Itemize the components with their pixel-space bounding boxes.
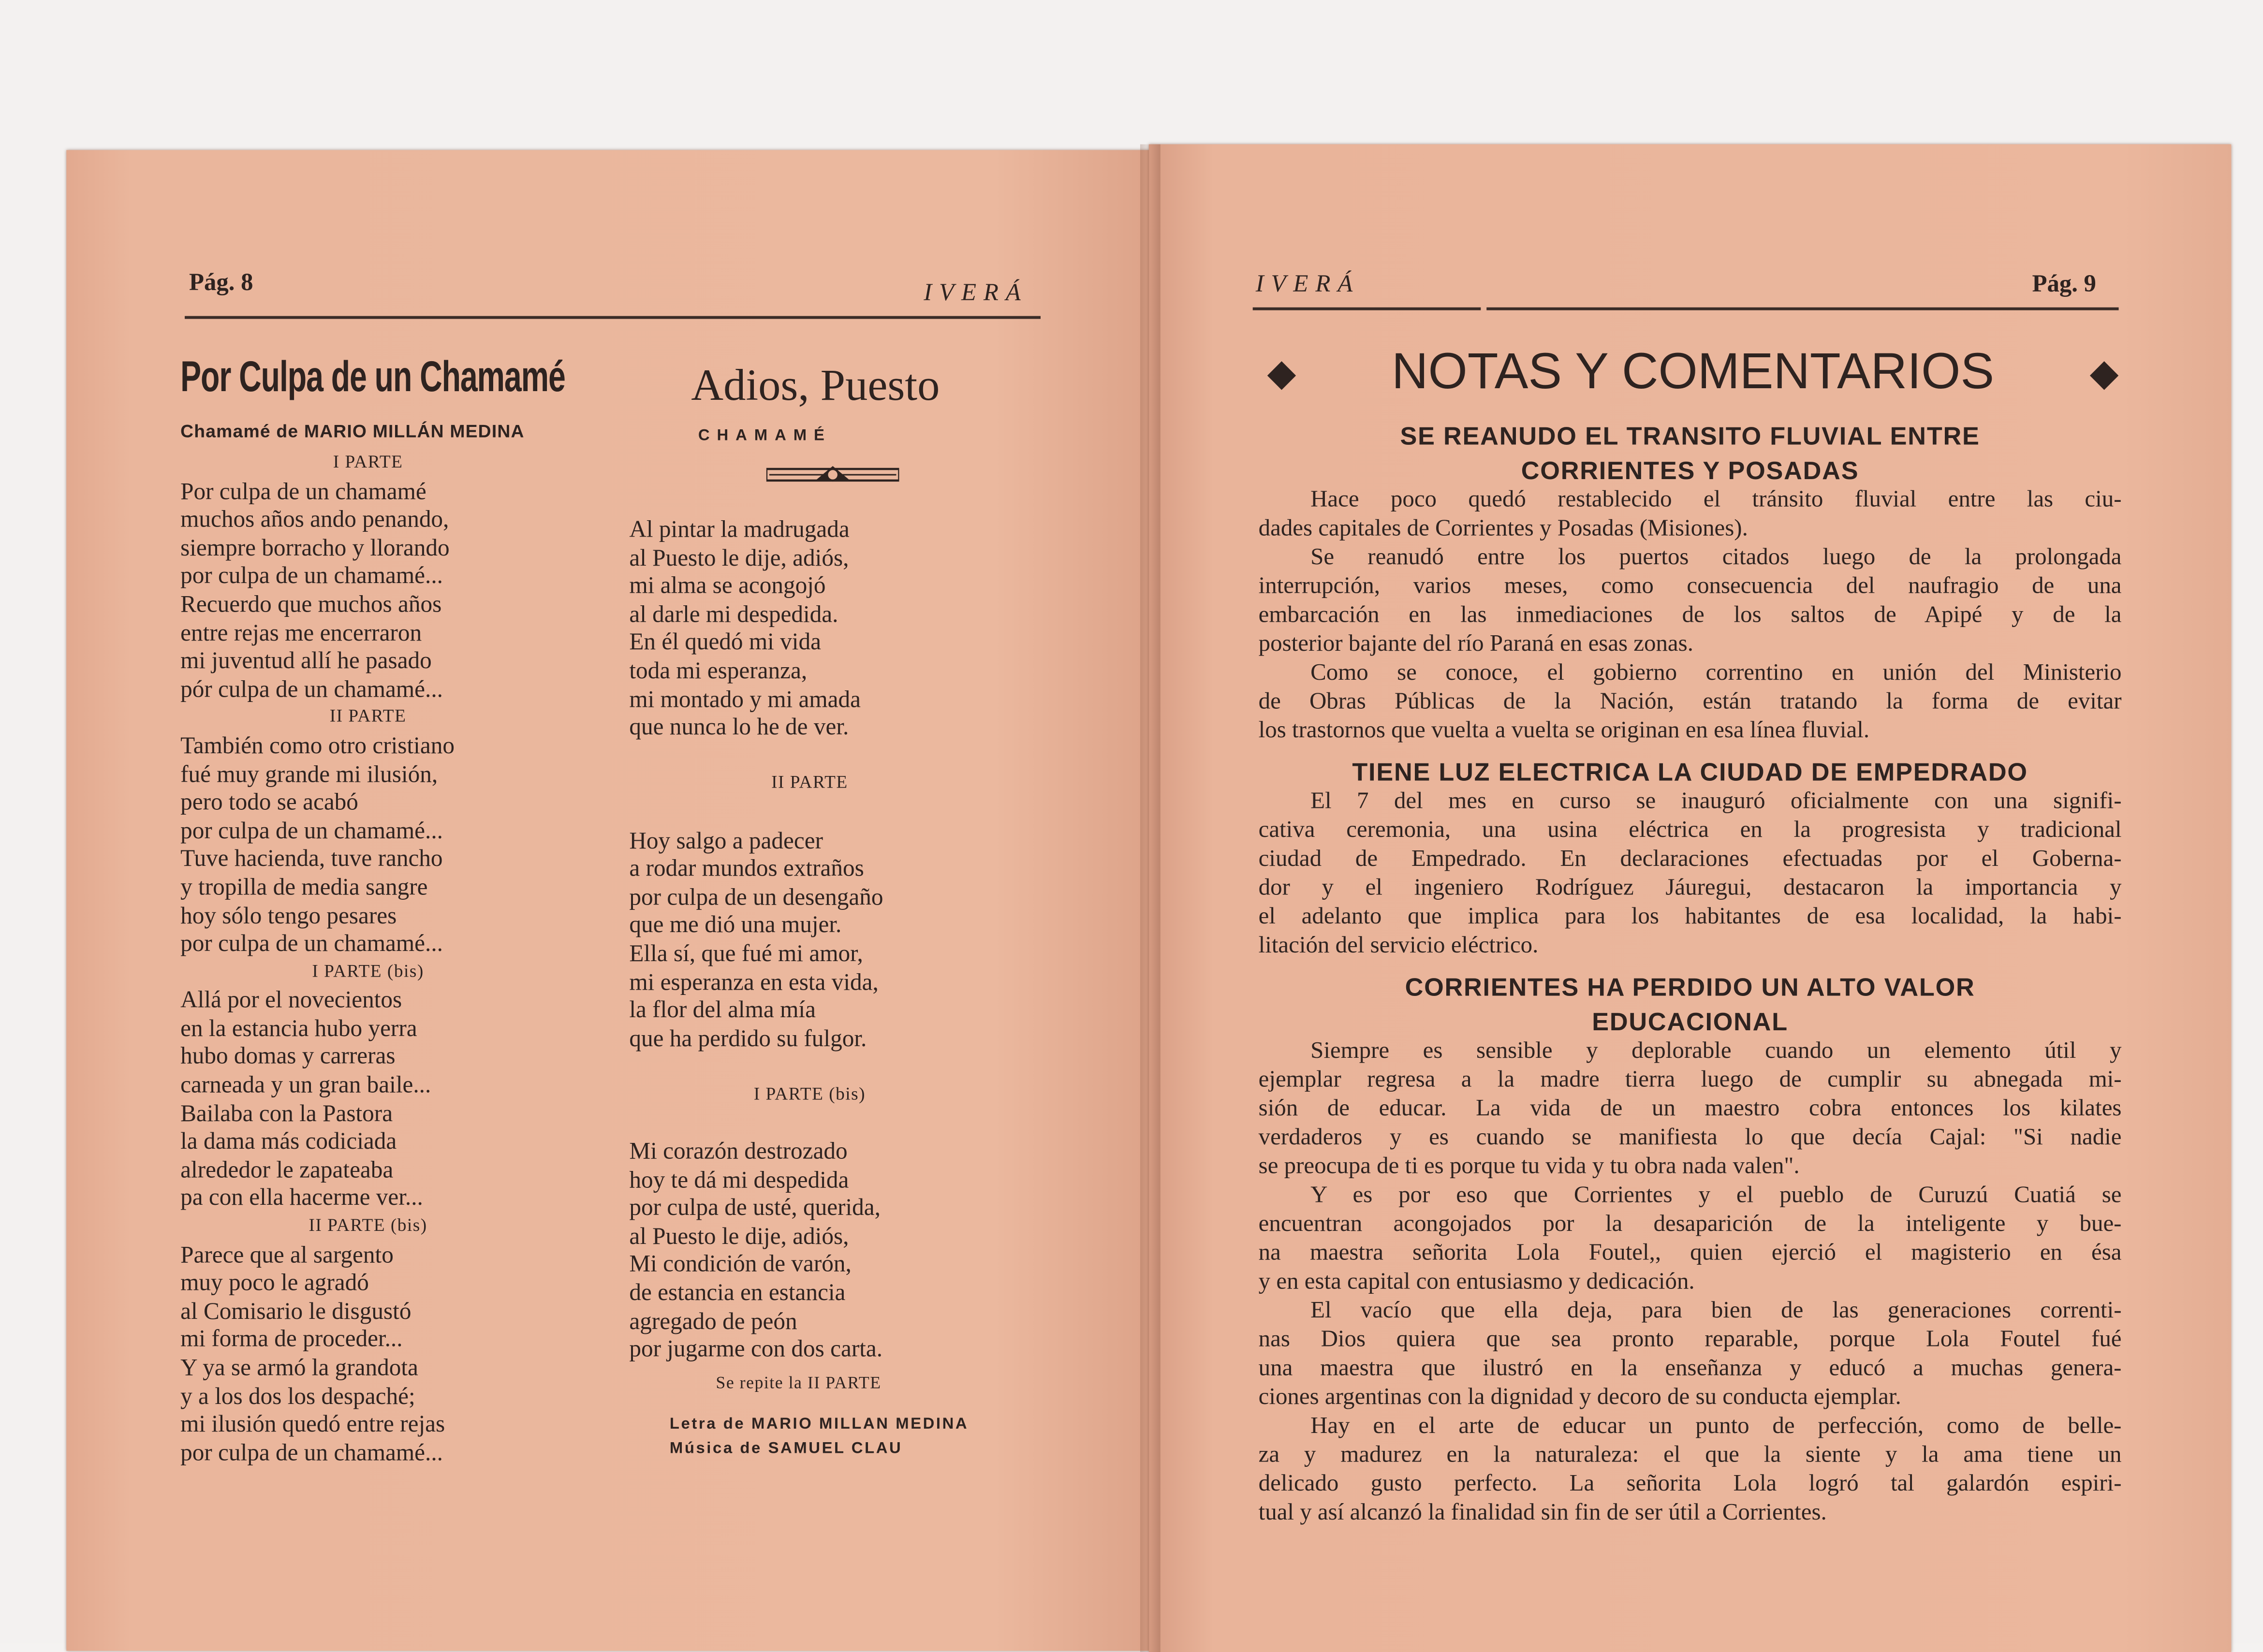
body-line: dor y el ingeniero Rodríguez Jáuregui, destacaron la importancia y: [1258, 873, 2122, 901]
lyric-line: que nunca lo he de ver.: [629, 713, 849, 741]
lyric-line: por culpa de un chamamé...: [180, 562, 443, 589]
spacer: [629, 1109, 990, 1137]
song2-subtitle: CHAMAMÉ: [698, 427, 832, 445]
lyric-line: carneada y un gran baile...: [180, 1070, 431, 1098]
diamond-icon: ◆: [2089, 350, 2119, 394]
part-heading: I PARTE (bis): [753, 1083, 866, 1104]
body-line: de Obras Públicas de la Nación, están tratando la forma de evitar: [1258, 687, 2122, 715]
credits: [629, 1412, 990, 1461]
lyric-line: al Puesto le dije, adiós,: [629, 543, 849, 571]
part-heading: I PARTE (bis): [312, 960, 424, 981]
body-line: ejemplar regresa a la madre tierra luego de cumplir su abnegada mi-: [1258, 1065, 2122, 1093]
lyric-line: Mi corazón destrozado: [629, 1137, 848, 1165]
body-line: Como se conoce, el gobierno correntino en unión del Ministerio: [1310, 658, 2122, 686]
lyric-line: en la estancia hubo yerra: [180, 1014, 417, 1042]
lyric-line: por culpa de un chamamé...: [180, 1438, 443, 1466]
page-number-right: Pág. 9: [2032, 270, 2096, 297]
body-line: delicado gusto perfecto. La señorita Lola logró tal galardón espiri-: [1258, 1469, 2122, 1497]
page-number-left: Pág. 8: [189, 268, 253, 296]
lyric-line: Tuve hacienda, tuve rancho: [180, 844, 443, 872]
lyric-line: entre rejas me encerraron: [180, 618, 422, 646]
lyric-line: mi forma de proceder...: [180, 1325, 403, 1353]
part-heading: II PARTE: [329, 706, 407, 727]
body-line: el adelanto que implica para los habitantes de esa localidad, la habi-: [1258, 902, 2122, 930]
lyric-line: mi alma se acongojó: [629, 571, 826, 599]
lyric-line: hoy sólo tengo pesares: [180, 901, 397, 929]
lyric-line: agregado de peón: [629, 1307, 797, 1334]
article-heading: CORRIENTES HA PERDIDO UN ALTO VALOR: [1405, 972, 1975, 1002]
body-line: embarcación en las inmediaciones de los saltos de Apipé y de la: [1258, 600, 2122, 628]
body-line: tual y así alcanzó la finalidad sin fin de ser útil a Corrientes.: [1258, 1498, 1827, 1525]
credit-line: Música de SAMUEL CLAU: [669, 1440, 903, 1457]
lyric-line: hoy te dá mi despedida: [629, 1165, 849, 1193]
body-line: los trastornos que vuelta a vuelta se originan en esa línea fluvial.: [1258, 716, 1870, 744]
lyric-line: por culpa de un desengaño: [629, 882, 883, 910]
body-line: na maestra señorita Lola Foutel,, quien ejerció el magisterio en ésa: [1258, 1238, 2122, 1266]
articles: [1259, 416, 2122, 1527]
header-rule-left: [185, 316, 1041, 318]
body-line: ciones argentinas con la dignidad y decoro de su conducta ejemplar.: [1258, 1382, 1901, 1410]
article-heading: TIENE LUZ ELECTRICA LA CIUDAD DE EMPEDRADO: [1352, 757, 2028, 787]
lyric-line: por culpa de usté, querida,: [629, 1194, 881, 1221]
article-heading: EDUCACIONAL: [1592, 1007, 1788, 1037]
lyric-line: Mi condición de varón,: [629, 1250, 852, 1278]
body-line: interrupción, varios meses, como consecuencia del naufragio de una: [1258, 571, 2122, 599]
body-line: ciudad de Empedrado. En declaraciones efectuadas por el Goberna-: [1258, 844, 2122, 872]
body-line: El 7 del mes en curso se inauguró oficialmente con una signifi-: [1310, 786, 2122, 814]
body-line: verdaderos y es cuando se manifiesta lo que decía Cajal: "Si nadie: [1258, 1123, 2122, 1150]
lyric-line: por culpa de un chamamé...: [180, 816, 443, 844]
article: [1259, 758, 2122, 960]
body-line: Siempre es sensible y deplorable cuando un elemento útil y: [1310, 1036, 2122, 1064]
lyric-line: También como otro cristiano: [180, 731, 455, 759]
section-title: [1267, 343, 2119, 401]
lyric-line: Al pintar la madrugada: [629, 515, 850, 543]
lyric-line: al Puesto le dije, adiós,: [629, 1222, 849, 1250]
lyric-line: Recuerdo que muchos años: [180, 590, 442, 618]
part-heading: I PARTE: [333, 452, 403, 472]
lyric-line: la flor del alma mía: [629, 995, 816, 1023]
masthead-right: IVERÁ: [1255, 270, 1360, 297]
body-line: posterior bajante del río Paraná en esas zonas.: [1258, 629, 1693, 657]
lyric-line: mi esperanza en esta vida,: [629, 967, 879, 995]
lyric-line: la dama más codiciada: [180, 1127, 397, 1155]
lyric-line: alrededor le zapateaba: [180, 1155, 394, 1183]
ornament-divider-icon: [766, 465, 899, 485]
body-line: se preocupa de ti es porque tu vida y tu obra nada valen".: [1258, 1151, 1800, 1179]
body-line: Y es por eso que Corrientes y el pueblo de Curuzú Cuatiá se: [1310, 1180, 2122, 1208]
notas-title: NOTAS Y COMENTARIOS: [1391, 343, 1995, 400]
lyric-line: pa con ella hacerme ver...: [180, 1184, 423, 1212]
lyric-line: muchos años ando penando,: [180, 505, 449, 533]
lyric-line: por culpa de un chamamé...: [180, 929, 443, 957]
lyric-line: al Comisario le disgustó: [180, 1297, 411, 1325]
article: [1259, 973, 2122, 1527]
lyric-line: Bailaba con la Pastora: [180, 1099, 393, 1127]
part-heading: II PARTE: [771, 772, 848, 793]
lyric-line: al darle mi despedida.: [629, 599, 838, 628]
lyric-line: siempre borracho y llorando: [180, 533, 450, 561]
body-line: litación del servicio eléctrico.: [1258, 931, 1539, 958]
lyric-line: pero todo se acabó: [180, 788, 358, 816]
body-line: cativa ceremonia, una usina eléctrica en la progresista y tradicional: [1258, 815, 2122, 843]
part-heading: II PARTE (bis): [309, 1215, 427, 1235]
lyric-line: Parece que al sargento: [180, 1240, 394, 1268]
article-heading: SE REANUDO EL TRANSITO FLUVIAL ENTRE: [1400, 421, 1980, 451]
body-line: Se reanudó entre los puertos citados luego de la prolongada: [1310, 542, 2122, 570]
song1-subtitle: Chamamé de MARIO MILLÁN MEDINA: [180, 421, 525, 442]
spacer: [629, 1053, 990, 1081]
lyric-line: toda mi esperanza,: [629, 656, 808, 684]
lyric-line: hubo domas y carreras: [180, 1042, 396, 1070]
lyric-line: muy poco le agradó: [180, 1269, 369, 1296]
lyric-line: y tropilla de media sangre: [180, 873, 428, 901]
lyric-line: mi juventud allí he pasado: [180, 646, 432, 674]
spine-fold: [1140, 144, 1161, 1652]
masthead-left: IVERÁ: [924, 278, 1028, 306]
lyric-line: Por culpa de un chamamé: [180, 477, 426, 505]
lyric-line: por jugarme con dos carta.: [629, 1335, 883, 1363]
diamond-icon: ◆: [1267, 350, 1296, 394]
body-line: Hay en el arte de educar un punto de perfección, como de belle-: [1310, 1411, 2122, 1439]
body-line: una maestra que ilustró en la enseñanza y educó a muchas genera-: [1258, 1353, 2122, 1381]
header-rule-right-b: [1486, 307, 2118, 309]
body-line: nas Dios quiera que sea pronto reparable, porque Lola Foutel fué: [1258, 1324, 2122, 1352]
article-heading: CORRIENTES Y POSADAS: [1521, 456, 1859, 485]
lyric-line: mi montado y mi amada: [629, 685, 861, 713]
lyric-line: Y ya se armó la grandota: [180, 1353, 418, 1381]
lyric-line: En él quedó mi vida: [629, 628, 821, 656]
lyric-line: Allá por el novecientos: [180, 986, 402, 1014]
body-line: Hace poco quedó restablecido el tránsito fluvial entre las ciu-: [1310, 484, 2122, 512]
spacer: [629, 741, 990, 769]
body-line: El vacío que ella deja, para bien de las generaciones correnti-: [1310, 1296, 2122, 1323]
lyric-line: y a los dos los despaché;: [180, 1382, 415, 1409]
body-line: za y madurez en la naturaleza: el que la siente y la ama tiene un: [1258, 1440, 2122, 1468]
lyric-line: Hoy salgo a padecer: [629, 826, 823, 854]
body-line: y en esta capital con entusiasmo y dedicación.: [1258, 1267, 1695, 1295]
repeat-note: Se repite la II PARTE: [716, 1372, 882, 1392]
lyric-line: de estancia en estancia: [629, 1278, 846, 1306]
article: [1259, 422, 2122, 745]
lyric-line: fué muy grande mi ilusión,: [180, 760, 438, 788]
song1-title: Por Culpa de un Chamamé: [180, 353, 565, 401]
body-line: sión de educar. La vida de un maestro cobra entonces los kilates: [1258, 1094, 2122, 1122]
song2-lyrics: [629, 515, 990, 1462]
lyric-line: que me dió una mujer.: [629, 911, 842, 938]
lyric-line: mi ilusión quedó entre rejas: [180, 1410, 445, 1438]
credit-line: Letra de MARIO MILLAN MEDINA: [669, 1415, 969, 1433]
header-rule-right-a: [1253, 307, 1481, 309]
song1-lyrics: [180, 449, 556, 1466]
body-line: encuentran acongojados por la desaparición de la inteligente y bue-: [1258, 1209, 2122, 1237]
body-line: dades capitales de Corrientes y Posadas (Misiones).: [1258, 513, 1748, 541]
lyric-line: pór culpa de un chamamé...: [180, 675, 443, 702]
lyric-line: Ella sí, que fué mi amor,: [629, 939, 863, 967]
lyric-line: a rodar mundos extraños: [629, 854, 864, 882]
song2-title: Adios, Puesto: [691, 359, 940, 410]
lyric-line: que ha perdido su fulgor.: [629, 1024, 867, 1052]
spacer: [629, 798, 990, 826]
